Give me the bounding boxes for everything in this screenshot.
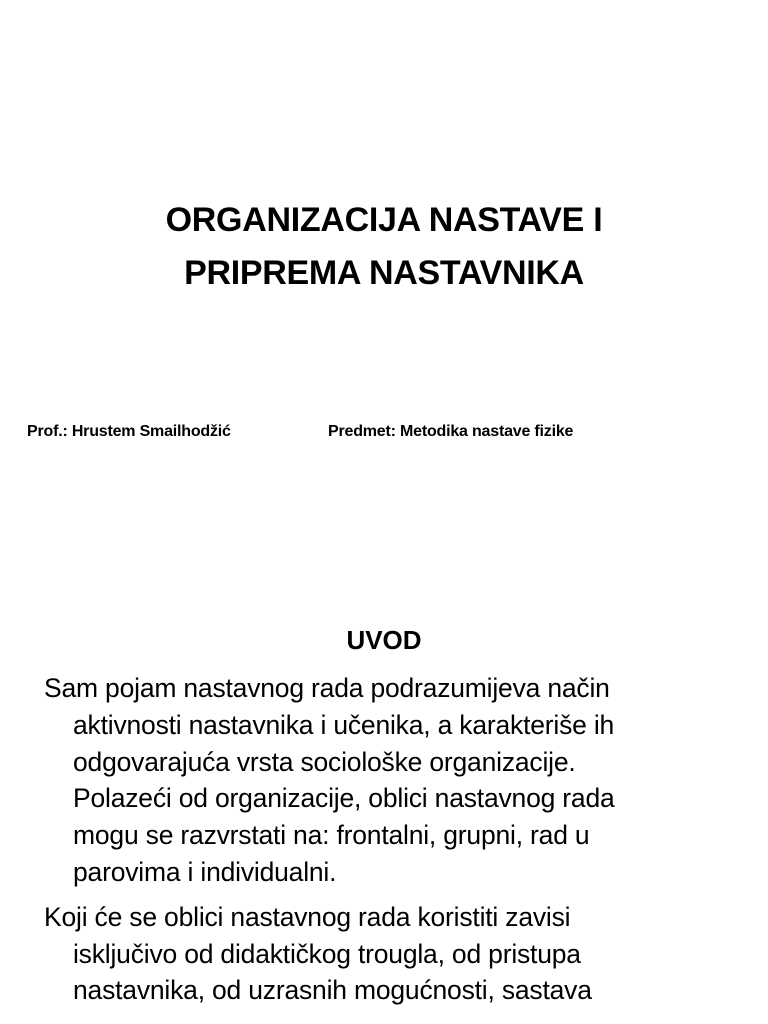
slide-title	[0, 194, 768, 300]
text-line: Koji će se oblici nastavnog rada koristiti zavisi	[44, 901, 571, 932]
section-heading: UVOD	[346, 625, 422, 655]
text-line: Polazeći od organizacije, oblici nastavnog rada	[73, 783, 615, 814]
slide-title-line: PRIPREMA NASTAVNIKA	[184, 254, 584, 292]
text-line: parovima i individualni.	[73, 856, 337, 887]
text-line: nastavnika, od uzrasnih mogućnosti, sastava	[73, 975, 592, 1006]
slide-title-line: ORGANIZACIJA NASTAVE I	[165, 201, 603, 239]
text-line: mogu se razvrstati na: frontalni, grupni, rad u	[73, 820, 590, 851]
subject-label: Predmet: Metodika nastave fizike	[328, 423, 574, 440]
text-line: odgovarajuća vrsta sociološke organizacije.	[73, 746, 576, 777]
bullet-list	[0, 670, 768, 1017]
text-line: isključivo od didaktičkog trougla, od pristupa	[73, 938, 581, 969]
list-item	[0, 899, 768, 1009]
text-line: aktivnosti nastavnika i učenika, a karakteriše ih	[73, 709, 615, 740]
list-item	[0, 670, 768, 891]
text-line: Sam pojam nastavnog rada podrazumijeva način	[44, 673, 610, 703]
author-label: Prof.: Hrustem Smailhodžić	[27, 423, 231, 440]
intro-slide	[0, 590, 768, 1024]
